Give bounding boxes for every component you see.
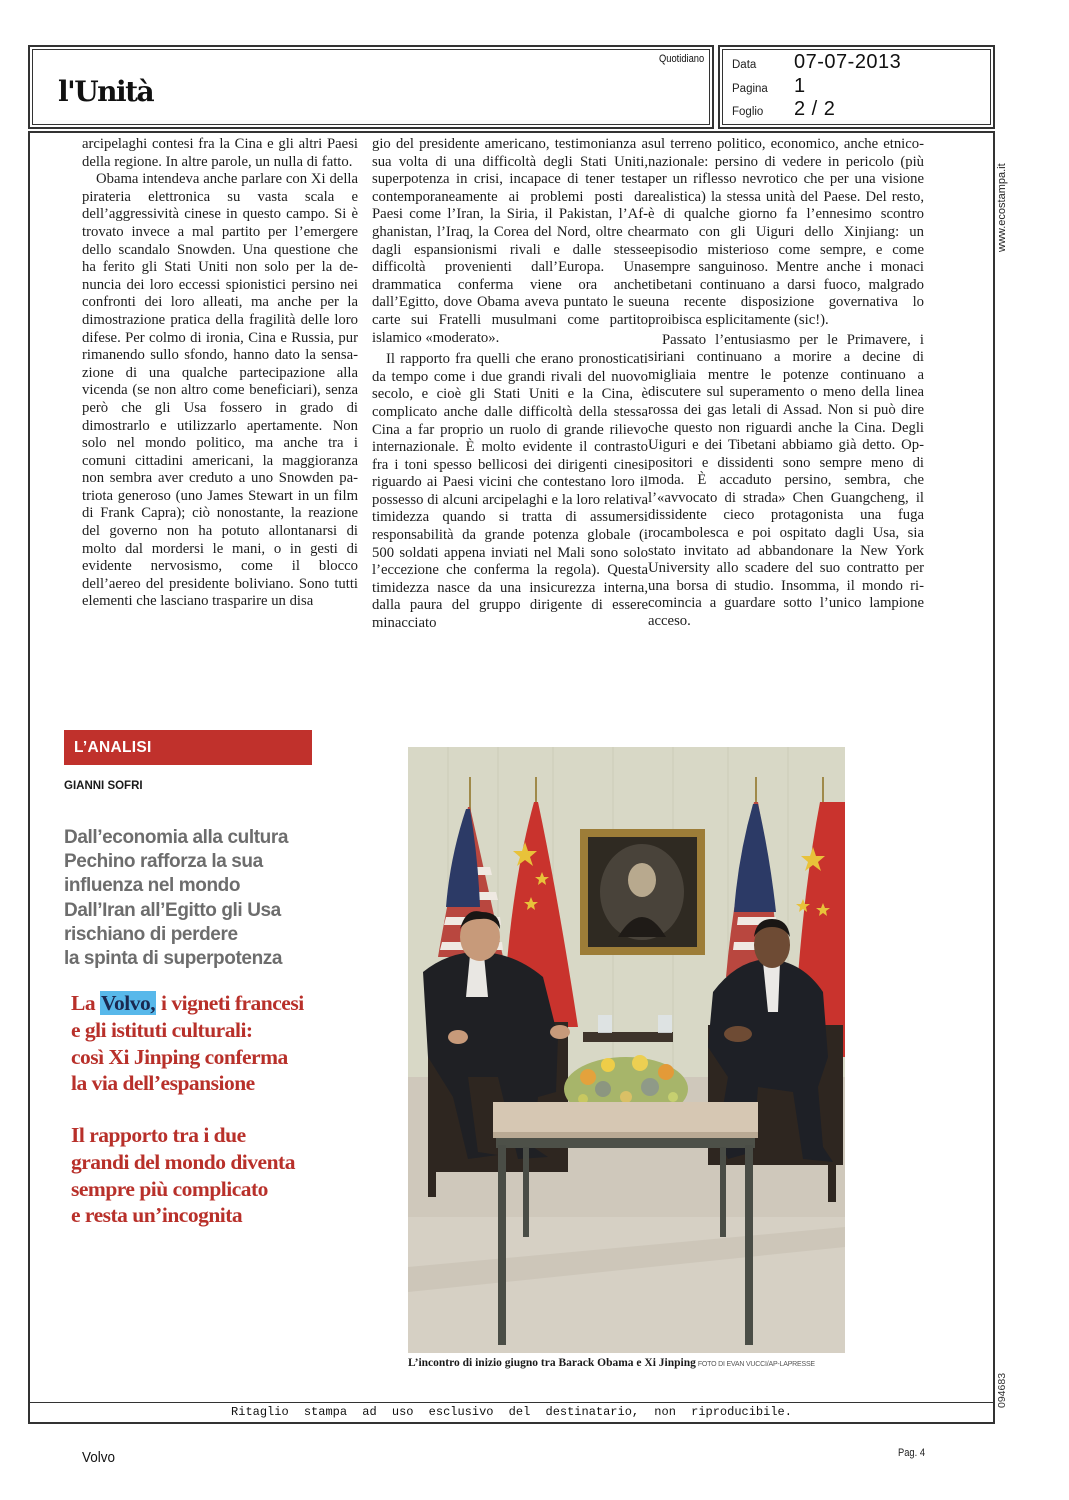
meta-label: Pagina [732,83,768,95]
subheading-red-1 [71,990,361,1097]
caption-text: L’incontro di inizio giugno tra Barack Obama e Xi Jinping [408,1357,696,1369]
article-column-2 [372,136,648,633]
meta-sheet [732,98,835,121]
paragraph: gio del presidente americano, testimonianza a sua volta di una difficoltà degli Stati Uniti, superpotenza in crisi, incapace di tener testa contemporaneamente ai problemi posti da Paesi come l’Iran, la Siria, il Pakistan, l’Afghanistan, l’Iraq, la Corea del Nord, oltre che dagli espansionismi rivali e dalle stesse difficoltà provenienti dall’Europa. Una drammatica conferma viene ora anche dall’Egitto, dove Obama aveva puntato le sue carte sui Fratelli musulmani come partito islamico «moderato». [372,136,648,346]
meta-page [732,75,806,98]
keyword-highlight: Volvo, [100,991,156,1015]
clipping-code: 094683 [996,1372,1008,1408]
subheading-gray [64,826,354,971]
subheading-line: la via dell’espansione [71,1071,255,1096]
paragraph: sul terreno politico, economico, anche etnico-nazionale: persino di vedere in pericolo (più per un riflesso nevrotico che per una visione realistica) la stessa unità del Paese. Del resto, è di qualche giorno fa l’ennesimo scontro armato con gli Uiguri dello Xinjiang: un episodio misterioso come sempre, e come sempre sanguinoso. Mentre anche i monaci tibetani continuano a darsi fuoco, malgrado una recente disposizione governativa lo proibisca esplicitamente (sic!). [648,136,924,328]
subheading-line: grandi del mondo diventa [71,1149,295,1174]
section-label: L’ANALISI [64,730,312,765]
masthead-box [28,45,714,129]
subheading-text: i vigneti francesi [156,991,304,1015]
page-number: Pag. 4 [898,1447,926,1459]
subheading-line: rischiano di perdere [64,923,238,945]
subheading-line: Il rapporto tra i due [71,1123,246,1147]
article-column-3 [648,136,924,631]
subheading-line: e resta un’incognita [71,1203,243,1228]
search-keyword: Volvo [82,1449,116,1466]
paragraph: Obama intendeva anche parlare con Xi della pirateria elettronica su vasta scala e dell’aggressività cinese in questo campo. Si è trovato invece a mal partito per l’emergere dello scandalo Snowden. Una questione che ha ferito gli Stati Uniti non solo per la denuncia dei loro eccessi spionistici persino nei confronti dei loro alleati, ma anche per la dimostrazione pratica della fragilità delle loro difese. Per colmo di ironia, Cina e Russia, pur rimanendo sullo sfondo, hanno dato la sensazione di una qualche partecipazione alla vicenda (se non altro come beneficiari), senza però che gli Usa fossero in grado di dimostrarlo e utilizzarlo apertamente. Non solo nel mondo politico, ma anche tra i comuni cittadini americani, la maggioranza non sembra aver creduto a uno Snowden patriota generoso (uno James Stewart in un film di Frank Capra); ciò nonostante, la reazione del governo non ha potuto allontanarsi di molto dal mordersi le mani, o in gesti di evidente nervosismo, come il blocco dell’aereo del presidente boliviano. Sono tutti elementi che lasciano trasparire un disa [82,171,358,610]
reproduction-notice: Ritaglio stampa ad uso esclusivo del destinatario, non riproducibile. [30,1402,993,1422]
subheading-line: così Xi Jinping conferma [71,1044,288,1069]
source-url: www.ecostampa.it [996,163,1008,252]
subheading-line: la spinta di superpotenza [64,948,283,970]
subheading-line [71,990,361,1017]
paragraph: Passato l’entusiasmo per le Primavere, i siriani continuano a morire a decine di migliaia mentre le potenze continuano a discutere sul superamento o meno della linea rossa dei gas letali di Assad. Non si può dire che questo non riguardi anche la Cina. Degli Uiguri e dei Tibetani abbiamo già detto. Oppositori e dissidenti sono sempre meno di moda. È accaduto persino, sembra, che l’«avvocato di strada» Chen Guangcheng, il dissidente cieco protagonista una fuga rocambolesca e poi ospitato dagli Usa, sia stato invitato ad abbandonare la New York University allo scadere del suo contratto per una borsa di studio. Insomma, il mondo ricomincia a guardare sotto l’unico lampione acceso. [648,331,924,630]
subheading-red-2 [71,1122,361,1229]
subheading-line: Dall’Iran all’Egitto gli Usa [64,899,281,921]
newspaper-logo: l'Unità [58,75,154,108]
publication-type: Quotidiano [658,53,704,65]
subheading-text: La [71,991,100,1015]
meta-value: 07-07-2013 [794,51,902,73]
photo-caption [408,1357,815,1369]
subheading-line: influenza nel mondo [64,875,241,897]
author-byline: GIANNI SOFRI [64,780,143,792]
meta-label: Foglio [732,106,764,118]
meta-date [732,51,901,74]
photo-credit: FOTO DI EVAN VUCCI/AP-LAPRESSE [697,1361,815,1368]
paragraph: Il rapporto fra quelli che erano pronosticati da tempo come i due grandi rivali del nuovo secolo, e cioè gli Stati Uniti e la Cina, è complicato anche dalle difficoltà della stessa Cina a far proprio un ruolo di grande rilievo internazionale. È molto evidente il contrasto fra i toni spesso bellicosi dei dirigenti cinesi riguardo ai Paesi vicini che contestano loro il possesso di alcuni arcipelaghi e la loro relativa timidezza quando si tratta di assumersi responsabilità da grande potenza globale (i 500 soldati appena inviati nel Mali sono solo l’eccezione che conferma la regola). Questa timidezza nasce da una insicurezza interna, dalla paura del gruppo dirigente di essere minacciato [372,351,648,632]
paragraph: arcipelaghi contesi fra la Cina e gli altri Paesi della regione. In altre parole, un nulla di fatto. [82,136,358,170]
clipping-metadata-box [718,45,995,129]
subheading-line: e gli istituti culturali: [71,1017,253,1042]
meta-label: Data [732,59,757,71]
news-photo [408,747,845,1353]
article-column-1 [82,136,358,611]
meta-value: 2 / 2 [794,98,836,120]
subheading-line: Pechino rafforza la sua [64,851,263,873]
subheading-line: sempre più complicato [71,1176,268,1201]
subheading-line: Dall’economia alla cultura [64,827,289,848]
meta-value: 1 [794,75,806,97]
